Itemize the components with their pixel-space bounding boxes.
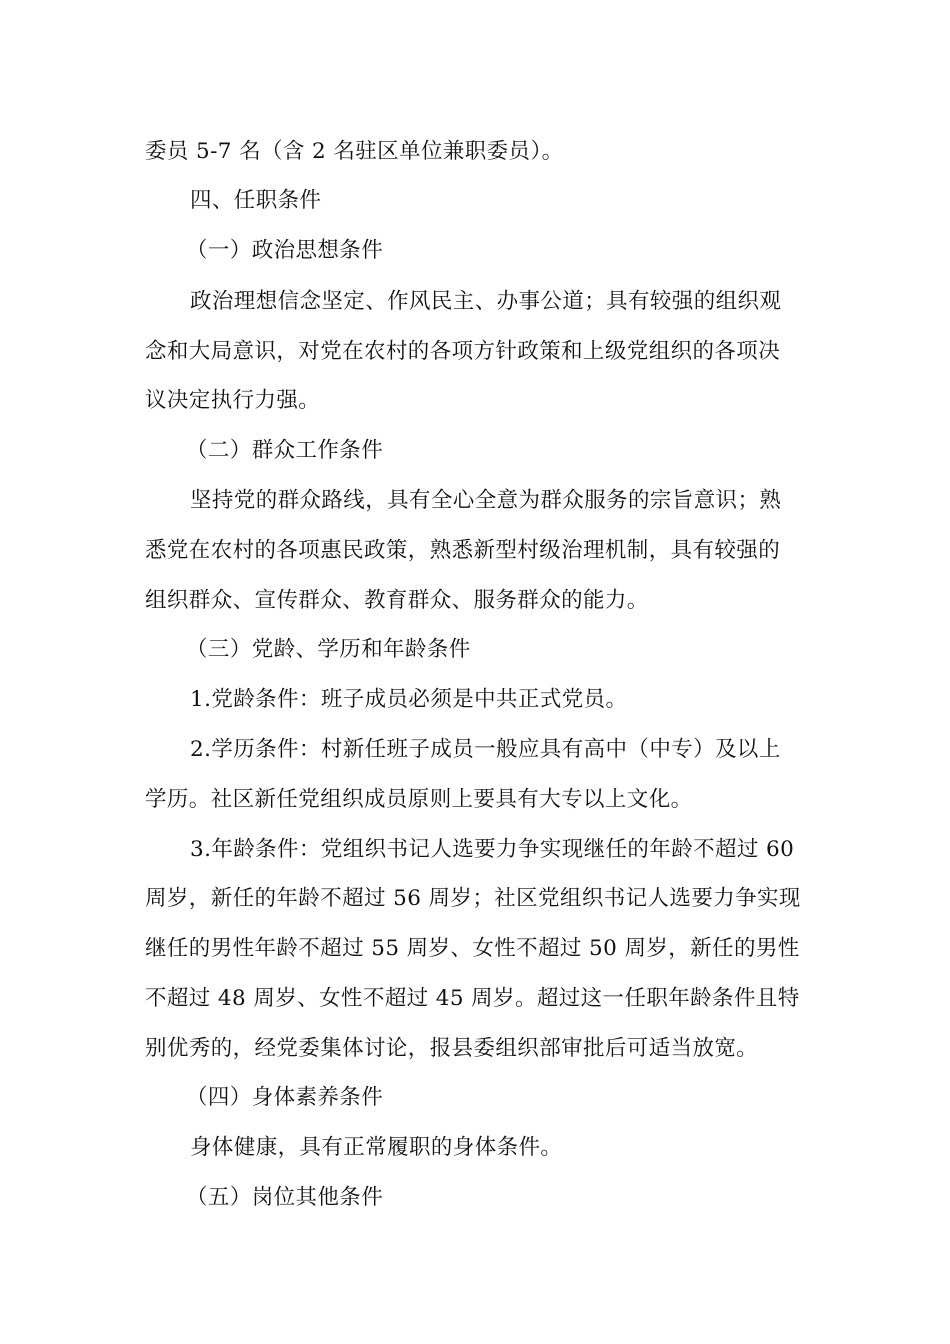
text-line: 3.年龄条件：党组织书记人选要力争实现继任的年龄不超过 60 <box>190 837 795 862</box>
text-line: 政治理想信念坚定、作风民主、办事公道；具有较强的组织观 <box>190 289 782 314</box>
subsection-heading: （一）政治思想条件 <box>186 238 384 263</box>
text-line: 组织群众、宣传群众、教育群众、服务群众的能力。 <box>145 588 649 613</box>
text-line: 身体健康，具有正常履职的身体条件。 <box>190 1135 563 1160</box>
text-line: 继任的男性年龄不超过 55 周岁、女性不超过 50 周岁，新任的男性 <box>145 936 800 961</box>
text-line: 议决定执行力强。 <box>145 388 321 413</box>
subsection-heading: （四）身体素养条件 <box>186 1085 384 1110</box>
text-line: 悉党在农村的各项惠民政策，熟悉新型村级治理机制，具有较强的 <box>145 538 781 563</box>
text-line: 念和大局意识，对党在农村的各项方针政策和上级党组织的各项决 <box>145 339 781 364</box>
text-line: 周岁，新任的年龄不超过 56 周岁；社区党组织书记人选要力争实现 <box>145 886 801 911</box>
section-heading: 四、任职条件 <box>190 188 322 213</box>
subsection-heading: （二）群众工作条件 <box>186 438 384 463</box>
subsection-heading: （五）岗位其他条件 <box>186 1185 384 1210</box>
text-line: 别优秀的，经党委集体讨论，报县委组织部审批后可适当放宽。 <box>145 1036 759 1061</box>
text-line: 不超过 48 周岁、女性不超过 45 周岁。超过这一任职年龄条件且特 <box>145 986 800 1011</box>
text-line: 学历。社区新任党组织成员原则上要具有大专以上文化。 <box>145 787 693 812</box>
text-line: 坚持党的群众路线，具有全心全意为群众服务的宗旨意识；熟 <box>190 488 782 513</box>
text-line: 2.学历条件：村新任班子成员一般应具有高中（中专）及以上 <box>190 737 781 762</box>
text-line: 1.党龄条件：班子成员必须是中共正式党员。 <box>190 687 628 712</box>
subsection-heading: （三）党龄、学历和年龄条件 <box>186 637 471 662</box>
text-line: 委员 5-7 名（含 2 名驻区单位兼职委员）。 <box>145 139 564 164</box>
